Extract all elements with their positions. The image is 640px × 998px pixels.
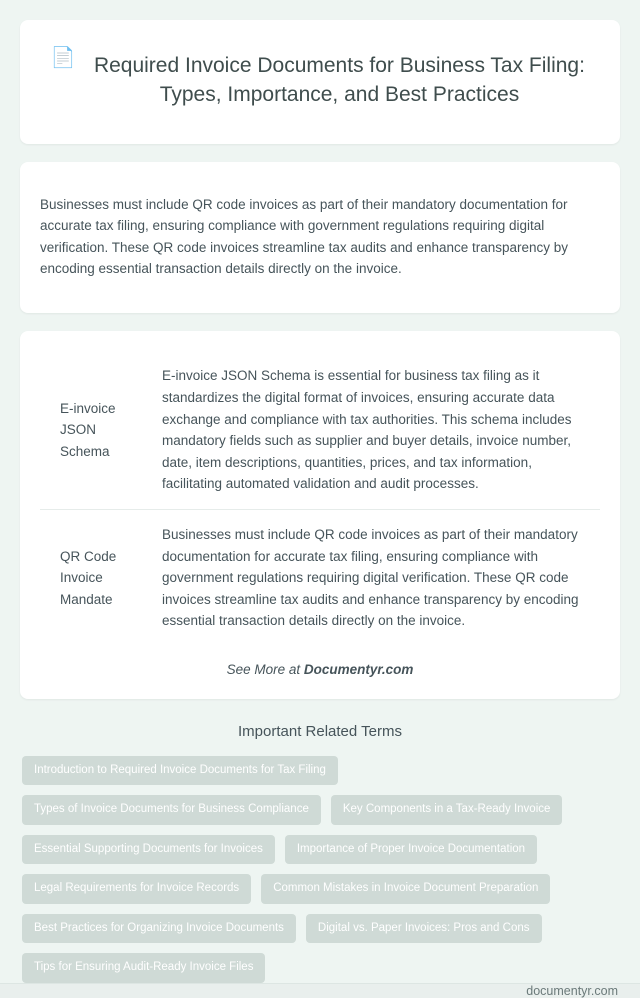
definition-description: E-invoice JSON Schema is essential for business tax filing as it standardizes the digital format of invoices, ensuring accurate data exchange and compliance with tax authorities. This schema includes mandatory fields such as supplier and buyer details, invoice number, date, item descriptions, quantities, prices, and tax information, facilitating automated validation and audit processes.	[162, 368, 572, 492]
intro-paragraph: Businesses must include QR code invoices as part of their mandatory documentation for accurate tax filing, ensuring compliance with government regulations requiring digital verification. These QR code invoices streamline tax audits and enhance transparency by encoding essential transaction details directly on the invoice.	[40, 196, 569, 277]
definition-term: E-invoice JSON Schema	[60, 400, 116, 460]
list-item[interactable]: Best Practices for Organizing Invoice Documents	[22, 914, 296, 944]
page-footer	[0, 983, 640, 998]
list-item[interactable]: Introduction to Required Invoice Documents for Tax Filing	[22, 756, 338, 786]
intro-card	[20, 162, 620, 313]
see-more-prefix: See More at	[226, 661, 304, 677]
list-item[interactable]: Types of Invoice Documents for Business Compliance	[22, 795, 321, 825]
related-terms-section	[20, 717, 620, 983]
list-item[interactable]: Importance of Proper Invoice Documentation	[285, 835, 537, 865]
related-terms-heading: Important Related Terms	[238, 722, 402, 740]
table-row	[40, 351, 600, 509]
list-item[interactable]: Legal Requirements for Invoice Records	[22, 874, 251, 904]
footer-site-label: documentyr.com	[526, 983, 618, 998]
definitions-card	[20, 331, 620, 699]
title-card	[20, 20, 620, 144]
page-title: Required Invoice Documents for Business Tax Filing: Types, Importance, and Best Practices	[93, 54, 585, 107]
list-item[interactable]: Digital vs. Paper Invoices: Pros and Cons	[306, 914, 542, 944]
document-icon: 📄	[50, 47, 76, 69]
related-terms-list	[20, 756, 620, 983]
list-item[interactable]: Common Mistakes in Invoice Document Preparation	[261, 874, 550, 904]
table-row	[40, 510, 600, 646]
definition-term: QR Code Invoice Mandate	[40, 510, 152, 646]
list-item[interactable]: Key Components in a Tax-Ready Invoice	[331, 795, 563, 825]
see-more-link[interactable]: Documentyr.com	[303, 661, 414, 677]
definitions-table	[40, 351, 600, 646]
see-more-line	[40, 646, 600, 685]
definition-description: Businesses must include QR code invoices as part of their mandatory documentation for accurate tax filing, ensuring compliance with government regulations requiring digital verification. These QR code invoices streamline tax audits and enhance transparency by encoding essential transaction details directly on the invoice.	[152, 510, 600, 646]
list-item[interactable]: Essential Supporting Documents for Invoices	[22, 835, 275, 865]
list-item[interactable]: Tips for Ensuring Audit-Ready Invoice Files	[22, 953, 265, 983]
